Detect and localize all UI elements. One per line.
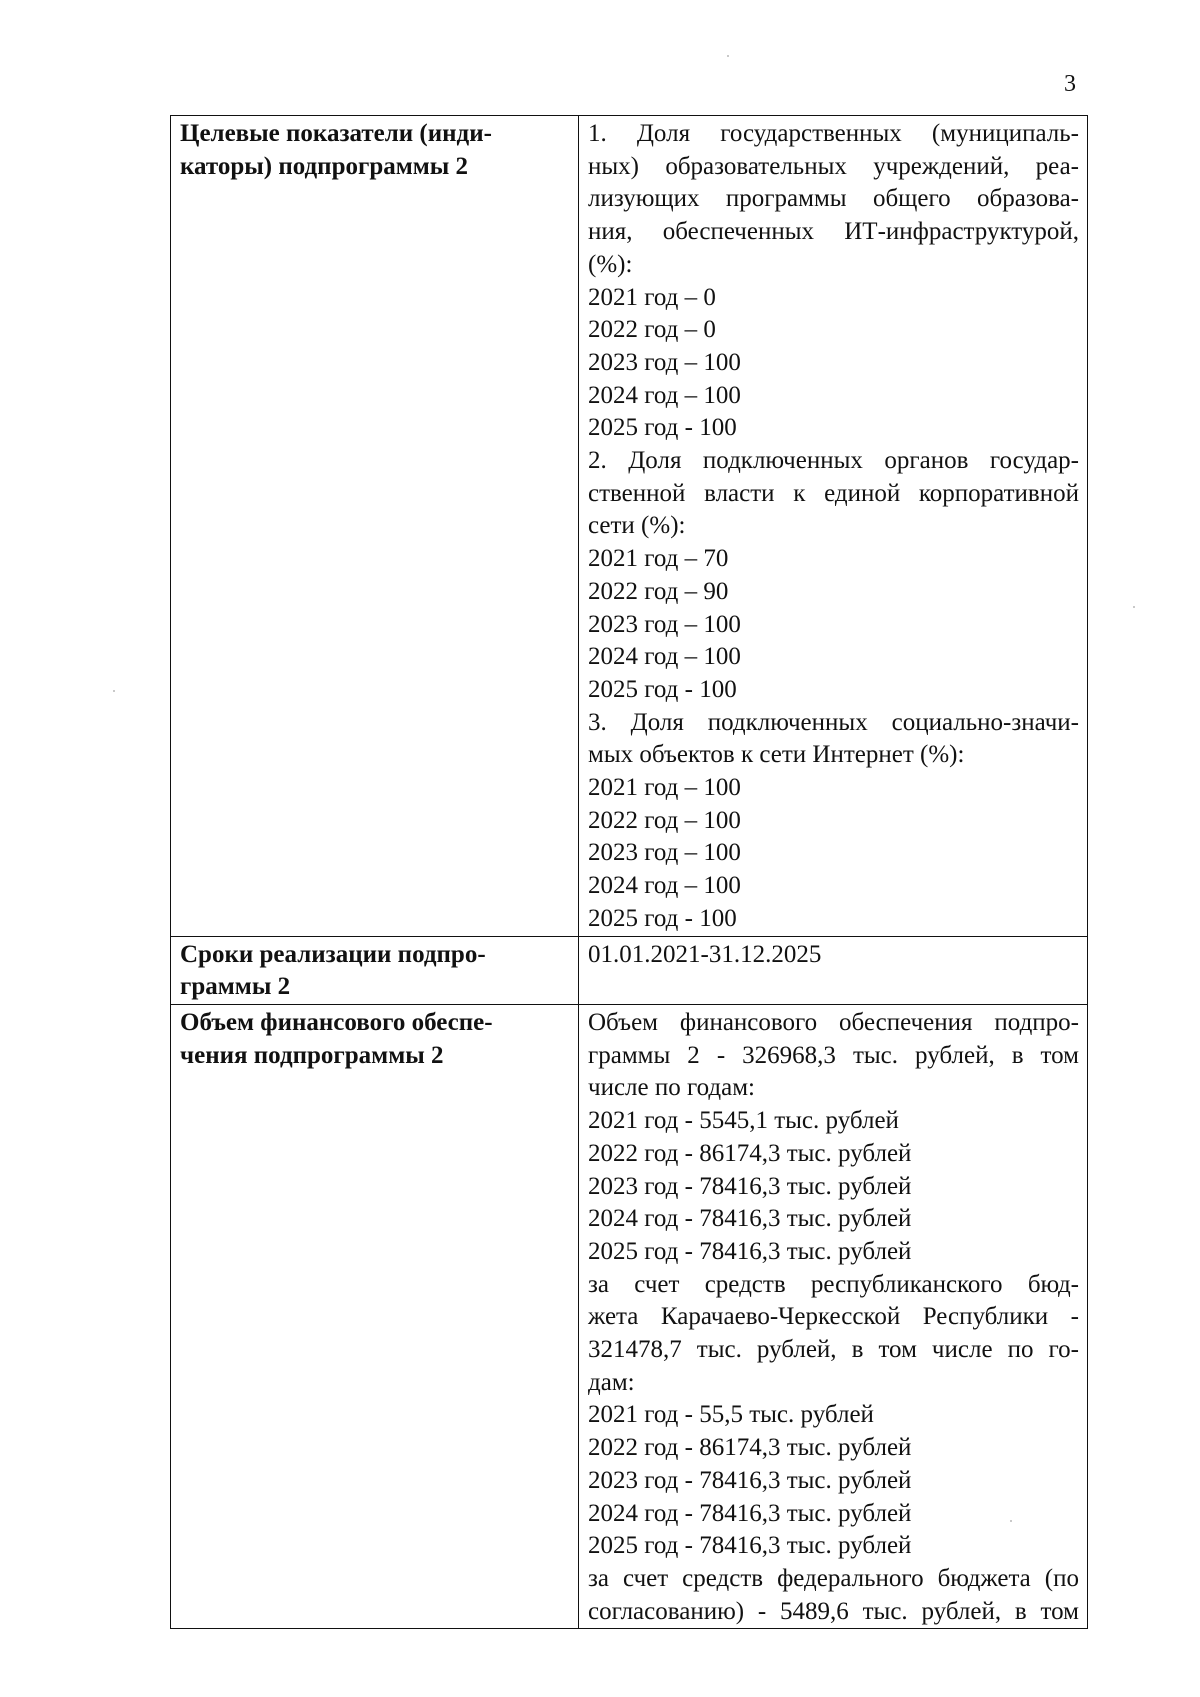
row-value-line: 1. Доля государственных (муниципаль- — [588, 120, 1079, 147]
row-value-line: мых объектов к сети Интернет (%): — [588, 741, 965, 769]
row-value-line: 2024 год – 100 — [588, 872, 741, 900]
row-value-line: ственной власти к единой корпоративной — [588, 479, 1079, 507]
row-label-line: Объем финансового обеспе- — [180, 1008, 493, 1036]
row-value-line: 01.01.2021-31.12.2025 — [588, 940, 822, 968]
row-value-line: Объем финансового обеспечения подпро- — [588, 1008, 1079, 1036]
row-value-line: 2023 год – 100 — [588, 839, 741, 867]
row-value-line: (%): — [588, 250, 633, 278]
row-value-line: сети (%): — [588, 512, 686, 540]
row-value-line: 2022 год – 100 — [588, 806, 741, 834]
row-label-cell — [171, 1004, 579, 1628]
row-value-line: ных) образовательных учреждений, реа- — [588, 152, 1079, 180]
row-value-line: 2023 год – 100 — [588, 610, 741, 638]
row-label-line: каторы) подпрограммы 2 — [180, 152, 469, 180]
row-label-line: Сроки реализации подпро- — [180, 940, 486, 968]
row-value-line: 2025 год - 100 — [588, 414, 737, 442]
subprogram-passport-table — [170, 115, 1088, 1629]
scan-speck — [727, 55, 729, 57]
row-value-line: дам: — [588, 1368, 635, 1396]
row-value-line: 2021 год – 0 — [588, 283, 716, 311]
row-value-line: 2022 год – 90 — [588, 577, 729, 605]
row-label-cell — [171, 116, 579, 937]
row-label-line: Целевые показатели (инди- — [180, 120, 492, 147]
row-value-line: согласованию) - 5489,6 тыс. рублей, в том — [588, 1597, 1079, 1625]
row-value-line: 2025 год - 78416,3 тыс. рублей — [588, 1532, 912, 1560]
row-value-line: за счет средств федерального бюджета (по — [588, 1564, 1079, 1592]
row-value-cell — [579, 116, 1088, 937]
row-value-line: 2021 год - 55,5 тыс. рублей — [588, 1401, 874, 1429]
scan-speck — [1133, 606, 1135, 608]
row-value-line: 2022 год - 86174,3 тыс. рублей — [588, 1139, 912, 1167]
scan-speck — [113, 690, 115, 692]
row-label-line: чения подпрограммы 2 — [180, 1041, 444, 1069]
row-value-line: 2021 год – 70 — [588, 545, 729, 573]
table-row — [171, 936, 1088, 1004]
row-value-line: 2024 год - 78416,3 тыс. рублей — [588, 1499, 912, 1527]
row-value-line: 2025 год - 78416,3 тыс. рублей — [588, 1237, 912, 1265]
scan-speck — [1010, 1520, 1012, 1522]
row-label-line: граммы 2 — [180, 973, 291, 1001]
row-value-line: числе по годам: — [588, 1074, 755, 1102]
row-value-line: ния, обеспеченных ИТ-инфраструктурой, — [588, 218, 1079, 246]
row-value-line: 2024 год – 100 — [588, 643, 741, 671]
row-value-line: 321478,7 тыс. рублей, в том числе по го- — [588, 1336, 1079, 1364]
row-value-line: 2021 год – 100 — [588, 774, 741, 802]
table-row — [171, 1004, 1088, 1628]
row-value-line: жета Карачаево-Черкесской Республики - — [588, 1303, 1079, 1331]
row-value-line: 2023 год – 100 — [588, 348, 741, 376]
row-value-cell — [579, 1004, 1088, 1628]
row-value-line: 2025 год - 100 — [588, 675, 737, 703]
row-value-line: 2023 год - 78416,3 тыс. рублей — [588, 1466, 912, 1494]
row-value-line: граммы 2 - 326968,3 тыс. рублей, в том — [588, 1041, 1079, 1069]
row-label-cell — [171, 936, 579, 1004]
row-value-cell — [579, 936, 1088, 1004]
page-number: 3 — [1064, 71, 1076, 97]
row-value-line: 2025 год - 100 — [588, 904, 737, 932]
row-value-line: 2022 год - 86174,3 тыс. рублей — [588, 1434, 912, 1462]
row-value-line: 2024 год - 78416,3 тыс. рублей — [588, 1205, 912, 1233]
row-value-line: 2023 год - 78416,3 тыс. рублей — [588, 1172, 912, 1200]
row-value-line: 2021 год - 5545,1 тыс. рублей — [588, 1107, 899, 1135]
row-value-line: 3. Доля подключенных социально-значи- — [588, 708, 1079, 736]
row-value-line: лизующих программы общего образова- — [588, 185, 1079, 213]
row-value-line: 2024 год – 100 — [588, 381, 741, 409]
row-value-line: за счет средств республиканского бюд- — [588, 1270, 1079, 1298]
table-row — [171, 116, 1088, 937]
row-value-line: 2. Доля подключенных органов государ- — [588, 447, 1079, 475]
row-value-line: 2022 год – 0 — [588, 316, 716, 344]
